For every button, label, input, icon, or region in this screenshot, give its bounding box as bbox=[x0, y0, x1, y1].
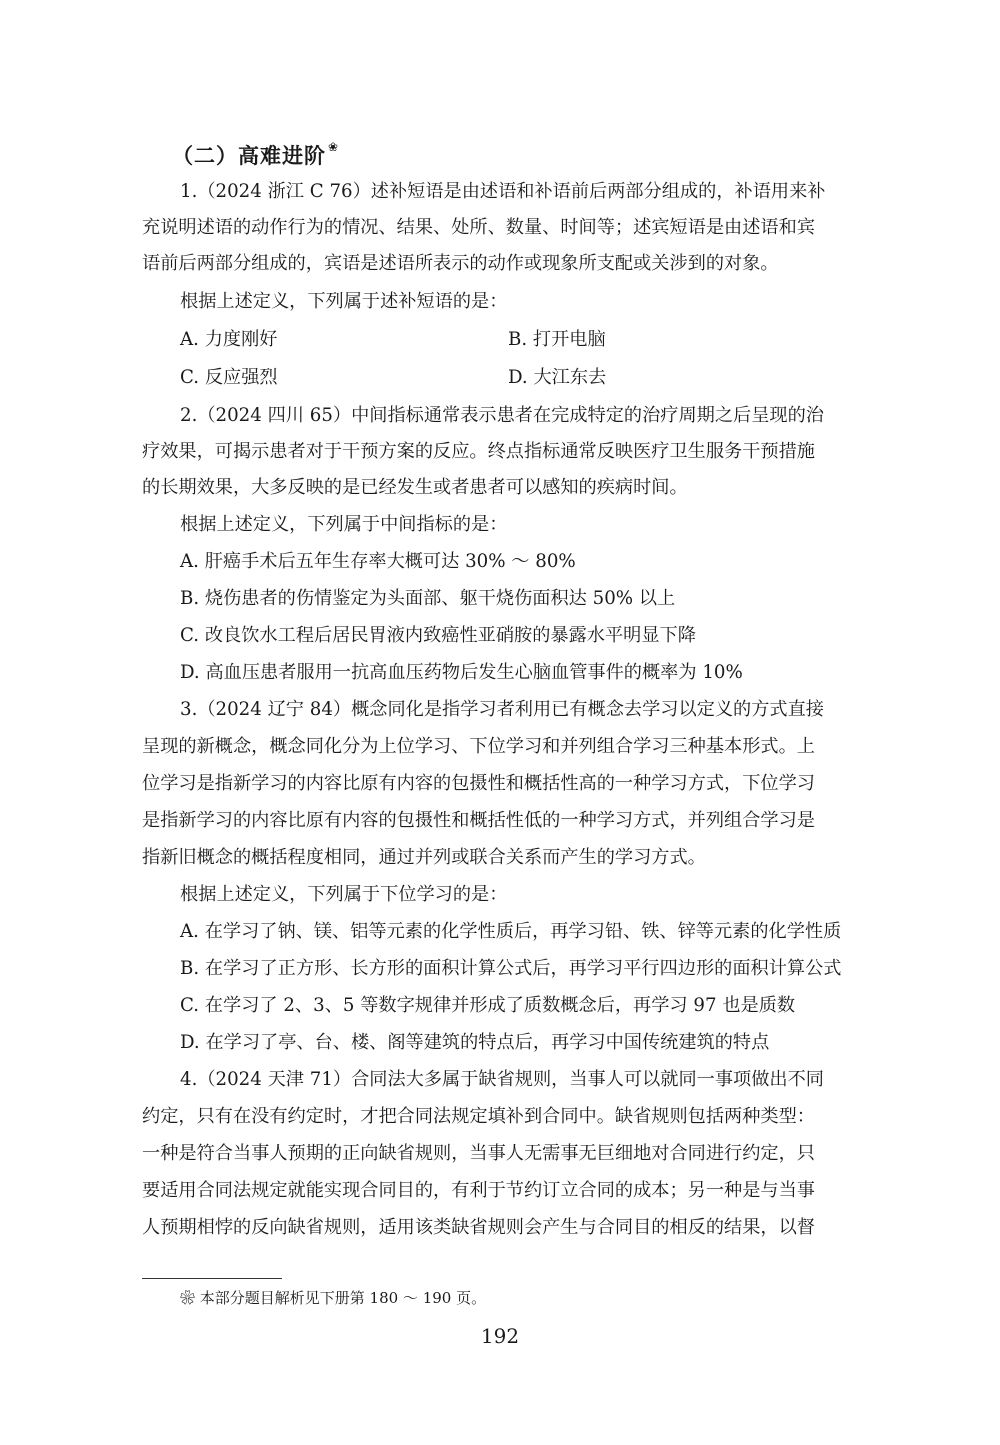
q4-line-5: 人预期相悖的反向缺省规则，适用该类缺省规则会产生与合同目的相反的结果，以督 bbox=[142, 1217, 815, 1238]
q3-prompt: 根据上述定义，下列属于下位学习的是： bbox=[180, 884, 508, 905]
q4-line-1: 4.（2024 天津 71）合同法大多属于缺省规则，当事人可以就同一事项做出不同 bbox=[180, 1069, 824, 1090]
footnote: ❀ 本部分题目解析见下册第 180 ～ 190 页。 bbox=[180, 1289, 487, 1307]
q2-option-a: A. 肝癌手术后五年生存率大概可达 30% ～ 80% bbox=[180, 551, 576, 572]
q3-line-3: 位学习是指新学习的内容比原有内容的包摄性和概括性高的一种学习方式，下位学习 bbox=[142, 773, 815, 794]
q3-line-2: 呈现的新概念，概念同化分为上位学习、下位学习和并列组合学习三种基本形式。上 bbox=[142, 736, 815, 757]
q3-line-1: 3.（2024 辽宁 84）概念同化是指学习者利用已有概念去学习以定义的方式直接 bbox=[180, 699, 824, 720]
section-title: （二）高难进阶 bbox=[172, 144, 326, 168]
q2-option-c: C. 改良饮水工程后居民胃液内致癌性亚硝胺的暴露水平明显下降 bbox=[180, 625, 696, 646]
q1-option-b: B. 打开电脑 bbox=[508, 329, 606, 350]
q4-line-3: 一种是符合当事人预期的正向缺省规则，当事人无需事无巨细地对合同进行约定，只 bbox=[142, 1143, 815, 1164]
q2-option-d: D. 高血压患者服用一抗高血压药物后发生心脑血管事件的概率为 10% bbox=[180, 662, 743, 683]
q2-prompt: 根据上述定义，下列属于中间指标的是： bbox=[180, 514, 508, 535]
q4-line-2: 约定，只有在没有约定时，才把合同法规定填补到合同中。缺省规则包括两种类型： bbox=[142, 1106, 815, 1127]
q3-option-c: C. 在学习了 2、3、5 等数字规律并形成了质数概念后，再学习 97 也是质数 bbox=[180, 995, 796, 1016]
q1-option-c: C. 反应强烈 bbox=[180, 367, 278, 388]
q1-line-1: 1.（2024 浙江 C 76）述补短语是由述语和补语前后两部分组成的，补语用来补 bbox=[180, 181, 826, 202]
q1-option-a: A. 力度刚好 bbox=[180, 329, 278, 350]
flower-icon: ❀ bbox=[328, 140, 340, 154]
page-number: 192 bbox=[480, 1324, 520, 1348]
section-heading bbox=[172, 140, 339, 170]
q3-option-b: B. 在学习了正方形、长方形的面积计算公式后，再学习平行四边形的面积计算公式 bbox=[180, 958, 842, 979]
q3-line-5: 指新旧概念的概括程度相同，通过并列或联合关系而产生的学习方式。 bbox=[142, 847, 706, 868]
q1-line-2: 充说明述语的动作行为的情况、结果、处所、数量、时间等；述宾短语是由述语和宾 bbox=[142, 217, 815, 238]
q1-line-3: 语前后两部分组成的，宾语是述语所表示的动作或现象所支配或关涉到的对象。 bbox=[142, 253, 779, 274]
q2-line-3: 的长期效果，大多反映的是已经发生或者患者可以感知的疾病时间。 bbox=[142, 477, 688, 498]
q3-option-d: D. 在学习了亭、台、楼、阁等建筑的特点后，再学习中国传统建筑的特点 bbox=[180, 1032, 770, 1053]
q3-line-4: 是指新学习的内容比原有内容的包摄性和概括性低的一种学习方式，并列组合学习是 bbox=[142, 810, 815, 831]
footnote-divider bbox=[142, 1278, 282, 1279]
q1-option-d: D. 大江东去 bbox=[508, 367, 607, 388]
q1-prompt: 根据上述定义，下列属于述补短语的是： bbox=[180, 291, 508, 312]
q4-line-4: 要适用合同法规定就能实现合同目的，有利于节约订立合同的成本；另一种是与当事 bbox=[142, 1180, 815, 1201]
q3-option-a: A. 在学习了钠、镁、铝等元素的化学性质后，再学习铅、铁、锌等元素的化学性质 bbox=[180, 921, 842, 942]
q2-line-1: 2.（2024 四川 65）中间指标通常表示患者在完成特定的治疗周期之后呈现的治 bbox=[180, 405, 824, 426]
q2-option-b: B. 烧伤患者的伤情鉴定为头面部、躯干烧伤面积达 50% 以上 bbox=[180, 588, 676, 609]
q2-line-2: 疗效果，可揭示患者对于干预方案的反应。终点指标通常反映医疗卫生服务干预措施 bbox=[142, 441, 815, 462]
